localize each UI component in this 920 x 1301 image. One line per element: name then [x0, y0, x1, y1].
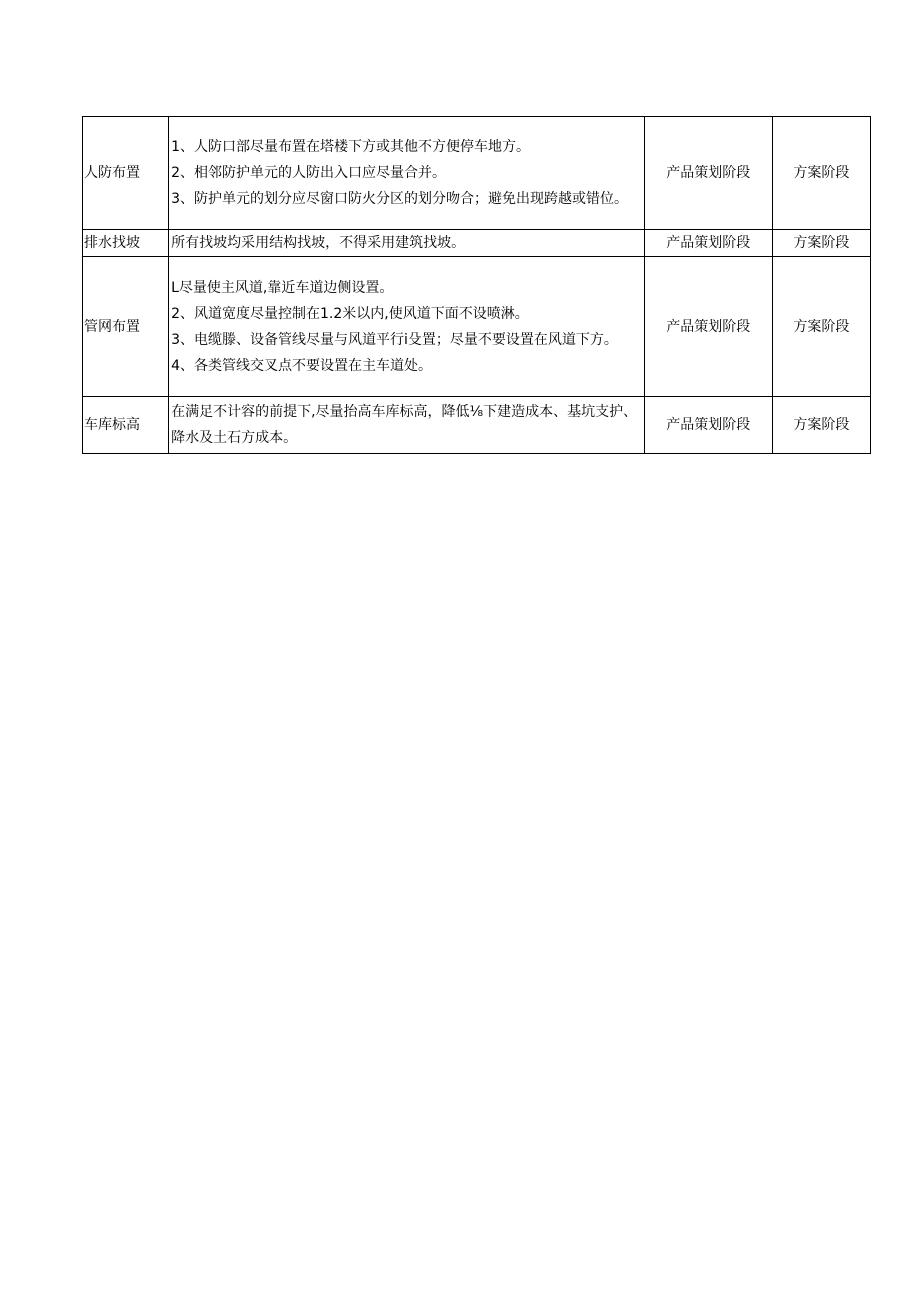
category-cell: 车库标高: [83, 397, 169, 454]
table-row: [83, 257, 871, 397]
description-line: 所有找坡均采用结构找坡，不得采用建筑找坡。: [171, 235, 466, 251]
phase-cell: 方案阶段: [772, 230, 870, 257]
description-line: 4、各类管线交叉点不要设置在主车道处。: [171, 357, 432, 374]
description-cell: [169, 230, 645, 257]
stage-cell: 产品策划阶段: [644, 230, 772, 257]
category-cell: 排水找坡: [83, 230, 169, 257]
table-row: [83, 397, 871, 454]
description-cell: [169, 257, 645, 397]
description-line: 在满足不计容的前提下,尽量抬高车库标高，降低⅛下建造成本、基坑支护、降水及土石方成本。: [171, 404, 638, 446]
description-line: 3、电缆滕、设备管线尽量与风道平行i殳置；尽量不要设置在风道下方。: [171, 331, 618, 348]
stage-cell: 产品策划阶段: [644, 257, 772, 397]
category-cell: 人防布置: [83, 117, 169, 230]
stage-cell: 产品策划阶段: [644, 397, 772, 454]
description-line: 2、风道宽度尽量控制在1.2米以内,使风道下面不设喷淋。: [171, 305, 529, 322]
description-line: L尽量使主风道,靠近车道边侧设置。: [171, 279, 394, 296]
description-line: 2、相邻防护单元的人防出入口应尽量合并。: [171, 165, 446, 181]
table-row: [83, 230, 871, 257]
table-row: [83, 117, 871, 230]
phase-cell: 方案阶段: [772, 397, 870, 454]
description-cell: [169, 397, 645, 454]
description-line: 3、防护单元的划分应尽窗口防火分区的划分吻合；避免出现跨越或错位。: [171, 191, 628, 207]
description-line: 1、人防口部尽量布置在塔楼下方或其他不方便停车地方。: [171, 139, 530, 155]
stage-cell: 产品策划阶段: [644, 117, 772, 230]
description-cell: [169, 117, 645, 230]
category-cell: 管网布置: [83, 257, 169, 397]
requirements-table: [82, 116, 871, 454]
phase-cell: 方案阶段: [772, 257, 870, 397]
phase-cell: 方案阶段: [772, 117, 870, 230]
